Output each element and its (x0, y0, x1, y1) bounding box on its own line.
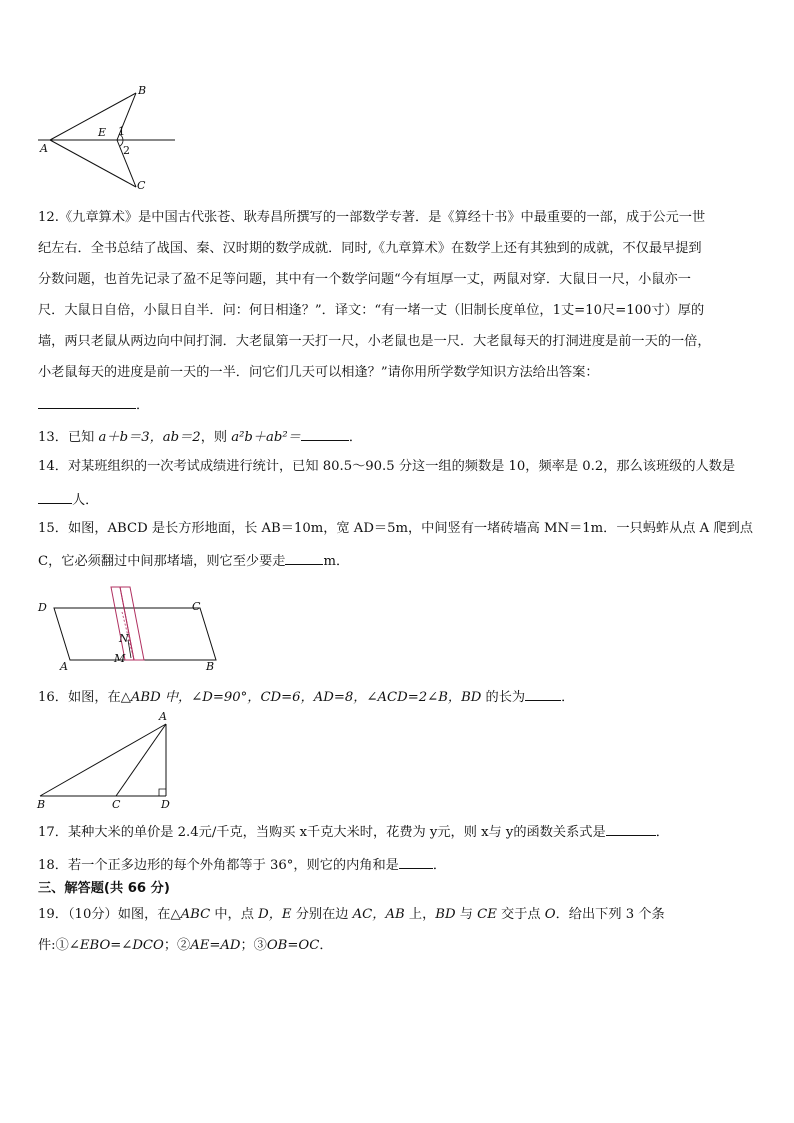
q16-post: 的长为 (481, 690, 526, 705)
label-c: C (192, 600, 201, 613)
q19-part: 中，点 (210, 907, 259, 922)
q16-condition: △ABD 中，∠D=90°，CD=6，AD=8，∠ACD=2∠B，BD (120, 690, 482, 705)
q19-part: ． (319, 938, 333, 953)
label-angle-2: 2 (123, 144, 130, 157)
label-a: A (159, 710, 167, 723)
q19-part: O (544, 907, 556, 922)
q18-end: ． (432, 858, 447, 873)
label-c: C (112, 798, 121, 811)
label-a: A (40, 142, 48, 155)
label-d: D (38, 601, 47, 614)
q12-answer-line (38, 395, 149, 415)
section-heading: 三、解答题(共 66 分) (38, 881, 170, 896)
q19-part: 19．（10分）如图，在 (38, 907, 171, 922)
q16-end: ． (561, 690, 575, 705)
q13-expression: a²b＋ab²＝ (231, 430, 301, 445)
q15-line-1: 15．如图，ABCD 是长方形地面，长 AB＝10m，宽 AD＝5m，中间竖有一堵砖墙高 MN＝1m．一只蚂蚱从点 A 爬到点 (38, 521, 753, 536)
q19-condition-2: AE=AD (190, 938, 241, 953)
q12-line-2: 纪左右．全书总结了战国、秦、汉时期的数学成就．同时,《九章算术》在数学上还有其独到的成就，不仅最早提到 (38, 241, 702, 256)
q17-answer-blank[interactable] (606, 822, 656, 836)
label-m: M (114, 652, 126, 665)
segment-ac (116, 724, 166, 796)
q15-answer-blank[interactable] (285, 551, 323, 565)
label-b: B (37, 798, 46, 811)
label-angle-1: 1 (118, 125, 125, 138)
q19-condition-1: ∠EBO=∠DCO (68, 938, 164, 953)
q15-unit: m． (323, 554, 350, 569)
q19-line-2 (38, 937, 333, 955)
q12-line-6: 小老鼠每天的进度是前一天的一半．问它们几天可以相逢？”请你用所学数学知识方法给出答案： (38, 365, 599, 380)
q19-part: 件:① (38, 938, 69, 953)
q19-part: CE (477, 907, 497, 922)
q12-end: ． (136, 398, 150, 413)
q16-line (38, 687, 574, 707)
segment-ab (40, 724, 166, 796)
q15-line-2 (38, 551, 349, 571)
q19-part: 交于点 (496, 907, 545, 922)
q13-condition: a＋b＝3，ab＝2 (98, 430, 201, 445)
q12-line-4: 尺．大鼠日自倍，小鼠日自半．问：何日相逢？”．译文：“有一堵一丈（旧制长度单位，1丈=10尺=100寸）厚的 (38, 303, 705, 318)
q13-prefix: 13．已知 (38, 430, 99, 445)
q19-line-1 (38, 906, 665, 924)
angle-figure-q11 (30, 80, 190, 195)
q15-text: C，它必须翻过中间那堵墙，则它至少要走 (38, 554, 286, 569)
wall-figure-q15 (34, 582, 220, 674)
q19-part: 与 (455, 907, 478, 922)
label-b: B (206, 660, 215, 673)
q19-part: ．给出下列 3 个条 (555, 907, 665, 922)
q12-line-1: 12.《九章算术》是中国古代张苍、耿寿昌所撰写的一部数学专著．是《算经十书》中最重要的一部，成于公元一世 (38, 210, 706, 225)
q13-answer-blank[interactable] (301, 427, 349, 441)
label-n: N (119, 632, 129, 645)
label-d: D (161, 798, 170, 811)
label-a: A (60, 660, 68, 673)
q13-mid: ，则 (200, 430, 232, 445)
q12-answer-blank[interactable] (38, 395, 136, 409)
q19-condition-3: OB=OC (266, 938, 320, 953)
q13-line (38, 427, 362, 447)
q18-text: 18．若一个正多边形的每个外角都等于 36°，则它的内角和是 (38, 858, 399, 873)
q12-line-3: 分数问题，也首先记录了盈不足等问题，其中有一个数学问题“今有垣厚一丈，两鼠对穿．大鼠日一尺，小鼠亦一 (38, 272, 691, 287)
label-c: C (137, 179, 146, 192)
q14-line-2 (38, 490, 98, 510)
q19-part: AC，AB (352, 907, 405, 922)
q19-part: 分别在边 (291, 907, 353, 922)
q13-end: ． (348, 430, 363, 445)
rectangle-abcd (54, 608, 216, 660)
q19-part: D，E (258, 907, 292, 922)
q14-line-1: 14．对某班组织的一次考试成绩进行统计，已知 80.5～90.5 分这一组的频数是 10，频率是 0.2，那么该班级的人数是 (38, 459, 736, 474)
q16-prefix: 16．如图，在 (38, 690, 121, 705)
q19-part: BD (435, 907, 456, 922)
q17-end: ． (655, 825, 669, 840)
q19-part: ；② (163, 938, 191, 953)
right-angle-mark (159, 789, 166, 796)
q16-answer-blank[interactable] (525, 687, 561, 701)
label-b: B (138, 84, 147, 97)
q12-line-5: 墙，两只老鼠从两边向中间打洞．大老鼠第一天打一尺，小老鼠也是一尺．大老鼠每天的打洞进度是前一天的一倍， (38, 334, 711, 349)
q14-answer-blank[interactable] (38, 490, 72, 504)
q17-text: 17．某种大米的单价是 2.4元/千克，当购买 x千克大米时，花费为 y元，则 x与 y的函数关系式是 (38, 825, 606, 840)
q14-unit: 人． (72, 493, 99, 508)
q19-part: 上， (404, 907, 436, 922)
q19-part: △ABC (170, 907, 211, 922)
triangle-figure-q16 (34, 708, 184, 814)
q18-answer-blank[interactable] (399, 855, 433, 869)
wall-side-face (120, 587, 144, 660)
q18-line (38, 855, 446, 875)
q19-part: ；③ (240, 938, 267, 953)
q17-line (38, 822, 669, 842)
label-e: E (98, 126, 107, 139)
